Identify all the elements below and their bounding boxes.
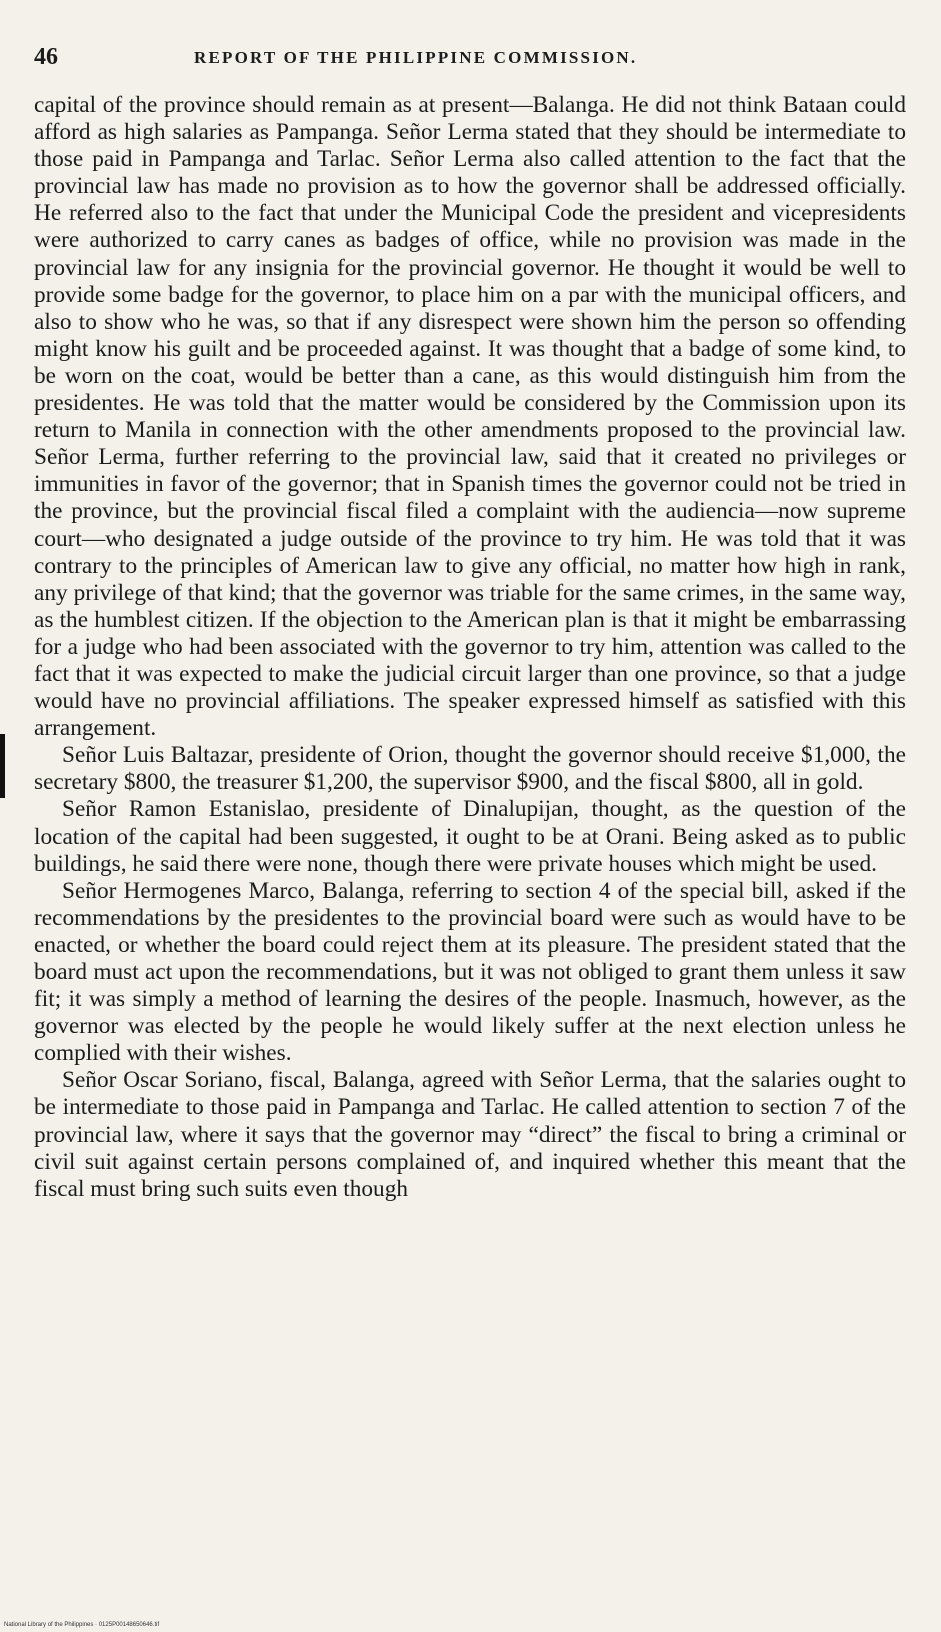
scan-credit-footer: National Library of the Philippines · 0125P00148650646.tif — [4, 1622, 160, 1628]
paragraph-marco: Señor Hermogenes Marco, Balanga, referring to section 4 of the special bill, asked if the recommendations by the presidentes to the provincial board were such as would have to be enacted, or whether the board could reject them at its pleasure. The president stated that the board must act upon the recommendations, but it was not obliged to grant them unless it saw fit; it was simply a method of learning the desires of the people. Inasmuch, however, as the governor was elected by the people he would likely suffer at the next election unless he complied with their wishes. — [34, 877, 906, 1067]
running-head: REPORT OF THE PHILIPPINE COMMISSION. — [194, 48, 638, 67]
paragraph-continuation: capital of the province should remain as at present—Balanga. He did not think Bataan could afford as high salaries as Pampanga. Señor Lerma stated that they should be intermediate to those paid in Pampanga and Tarlac. Señor Lerma also called attention to the fact that the provincial law has made no provision as to how the governor shall be addressed officially. He referred also to the fact that under the Municipal Code the president and vicepresidents were authorized to carry canes as badges of office, while no provision was made in the provincial law for any insignia for the provincial governor. He thought it would be well to provide some badge for the governor, to place him on a par with the municipal officers, and also to show who he was, so that if any disrespect were shown him the person so offending might know his guilt and be proceeded against. It was thought that a badge of some kind, to be worn on the coat, would be better than a cane, as this would distinguish him from the presidentes. He was told that the matter would be considered by the Commission upon its return to Manila in connection with the other amendments proposed to the provincial law. Señor Lerma, further referring to the provincial law, said that it created no privileges or immunities in favor of the governor; that in Spanish times the governor could not be tried in the province, but the provincial fiscal filed a complaint with the audiencia—now supreme court—who designated a judge outside of the province to try him. He was told that it was contrary to the principles of American law to give any official, no matter how high in rank, any privilege of that kind; that the governor was triable for the same crimes, in the same way, as the humblest citizen. If the objection to the American plan is that it might be embarrassing for a judge who had been associated with the governor to try him, attention was called to the fact that it was expected to make the judicial circuit larger than one province, so that a judge would have no provincial affiliations. The speaker expressed himself as satisfied with this arrangement. — [34, 92, 906, 742]
page-header — [34, 44, 904, 74]
paragraph-baltazar: Señor Luis Baltazar, presidente of Orion, thought the governor should receive $1,000, the secretary $800, the treasurer $1,200, the supervisor $900, and the fiscal $800, all in gold. — [34, 742, 906, 796]
paragraph-estanislao: Señor Ramon Estanislao, presidente of Dinalupijan, thought, as the question of the location of the capital had been suggested, it ought to be at Orani. Being asked as to public buildings, he said there were none, though there were private houses which might be used. — [34, 796, 906, 877]
page-number: 46 — [34, 44, 58, 70]
binding-edge-mark — [0, 734, 5, 798]
paragraph-soriano: Señor Oscar Soriano, fiscal, Balanga, agreed with Señor Lerma, that the salaries ought to be intermediate to those paid in Pampanga and Tarlac. He called attention to section 7 of the provincial law, where it says that the governor may “direct” the fiscal to bring a criminal or civil suit against certain persons complained of, and inquired whether this meant that the fiscal must bring such suits even though — [34, 1067, 906, 1202]
body-text — [34, 92, 906, 1203]
